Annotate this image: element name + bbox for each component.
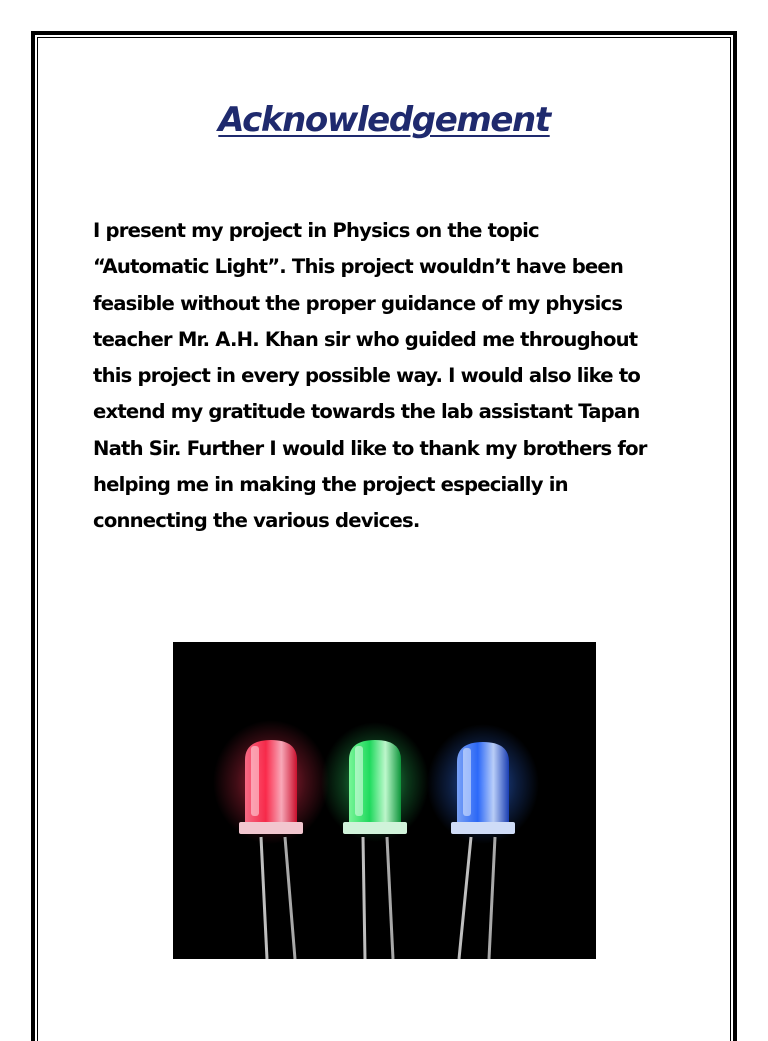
paragraph-line: connecting the various devices. <box>93 509 420 533</box>
paragraph-line: extend my gratitude towards the lab assistant Tapan <box>93 400 640 424</box>
led-illustration <box>173 642 596 959</box>
paragraph-line: I present my project in Physics on the topic <box>93 219 539 242</box>
page-title <box>0 94 768 146</box>
paragraph-line: this project in every possible way. I would also like to <box>93 364 641 388</box>
paragraph-line: helping me in making the project especially in <box>93 473 568 497</box>
acknowledgement-paragraph <box>93 213 693 540</box>
page-title-text: Acknowledgement <box>218 100 550 140</box>
paragraph-line: Nath Sir. Further I would like to thank my brothers for <box>93 436 647 460</box>
paragraph-line: “Automatic Light”. This project wouldn’t have been <box>93 255 624 279</box>
paragraph-line: feasible without the proper guidance of my physics <box>93 291 623 315</box>
paragraph-line: teacher Mr. A.H. Khan sir who guided me throughout <box>93 327 638 351</box>
led-photo <box>173 642 596 959</box>
